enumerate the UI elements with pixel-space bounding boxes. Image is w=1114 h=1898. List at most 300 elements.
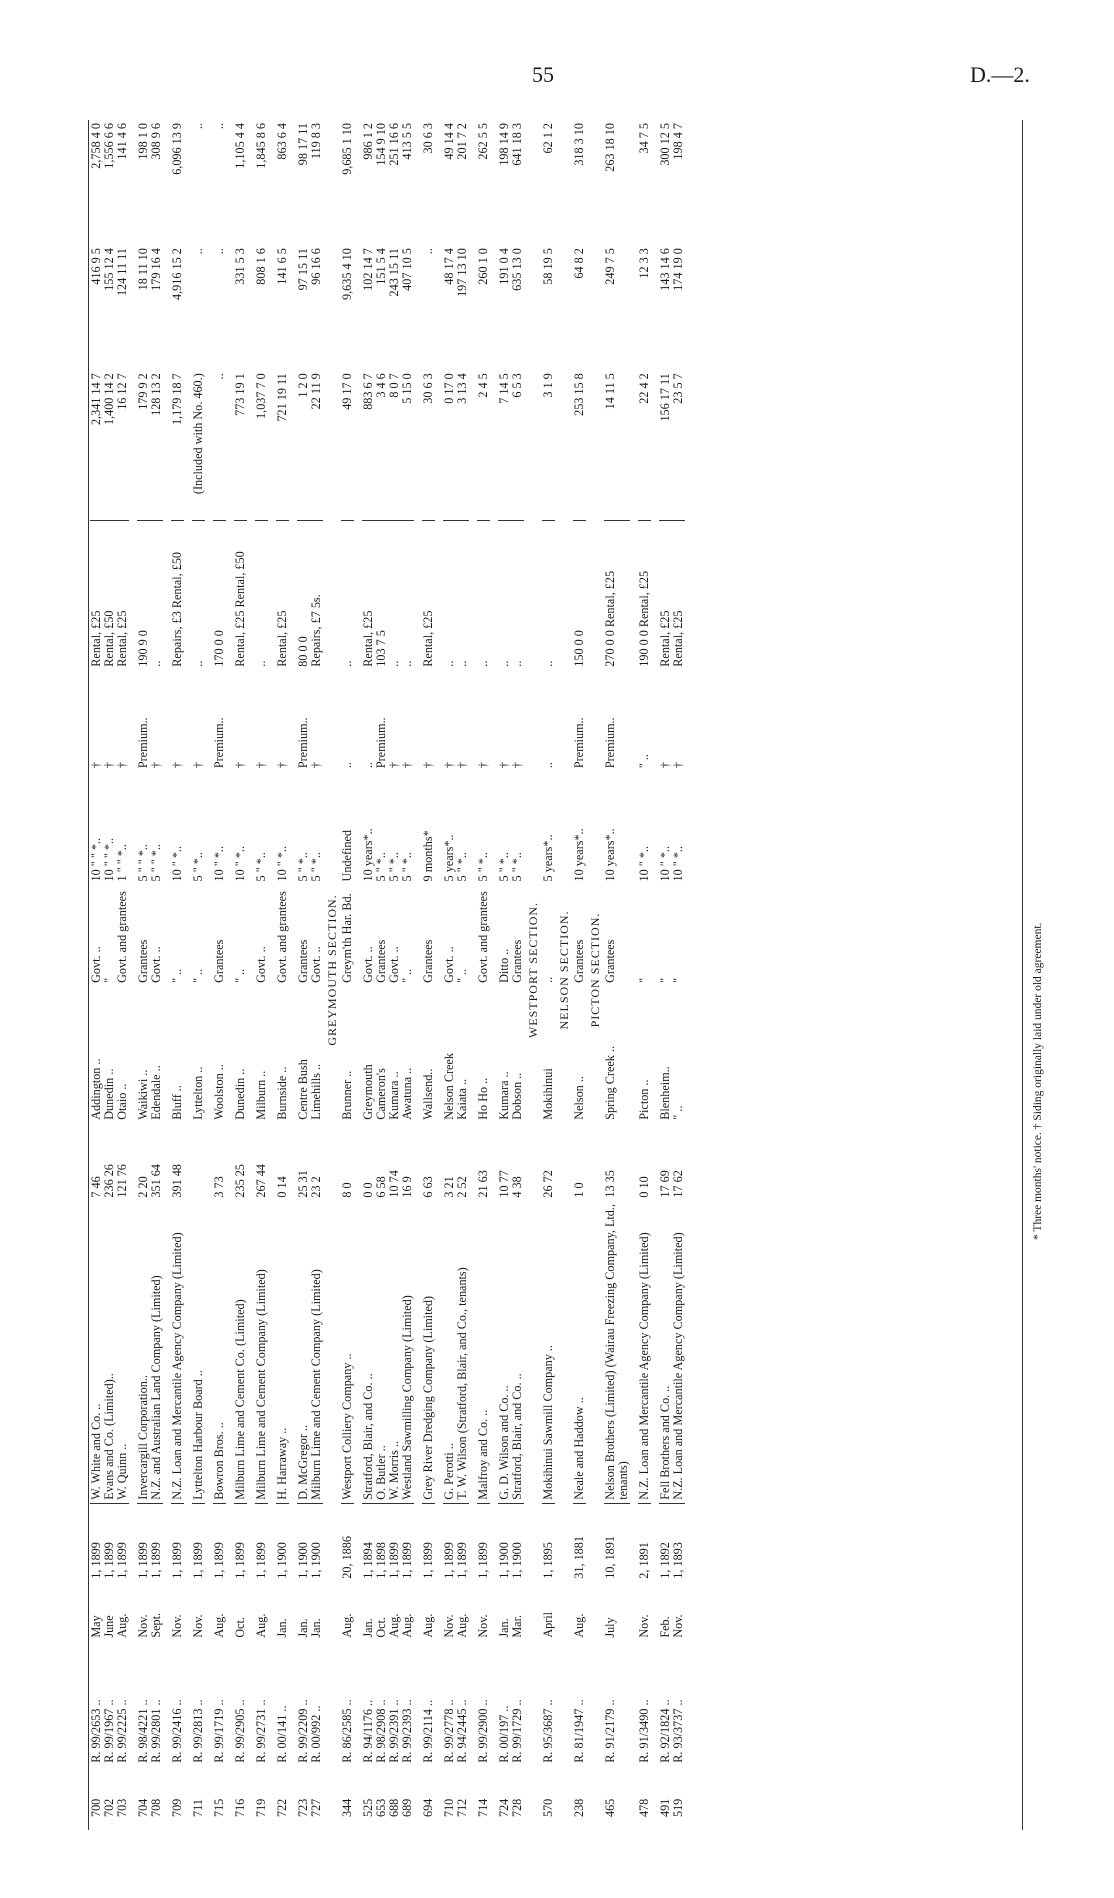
table-cell: R. 99/2653 .. (89, 1699, 103, 1763)
table-cell: R. 91/2179 .. (603, 1699, 617, 1763)
table-cell: 727 (309, 1798, 323, 1817)
table-cell: Feb. (658, 1616, 672, 1638)
table-cell: 10 " " *.. (102, 837, 116, 882)
table-cell: 723 (296, 1798, 310, 1817)
table-cell: 0 10 (637, 1176, 651, 1198)
table-cell: 3 4 6 (375, 370, 388, 520)
table-cell: Greym'th Har. Bd. (340, 893, 354, 983)
table-cell: G. D. Wilson and Co. .. (498, 1201, 511, 1504)
table-cell: 6 63 (421, 1176, 435, 1198)
table-cell: 154 9 10 (374, 123, 388, 166)
table-cell: 267 44 (254, 1164, 268, 1198)
table-cell: 5 " " *.. (149, 844, 163, 882)
table-cell: 702 (102, 1798, 116, 1817)
table-row (604, 120, 630, 1820)
table-cell: 1, 1893 (671, 1542, 685, 1579)
table-cell: 25 31 (296, 1170, 310, 1198)
table-cell: Aug. (212, 1613, 226, 1638)
table-cell: " (637, 977, 651, 983)
table-cell: 22 4 2 (638, 370, 651, 520)
table-cell: " .. (671, 1105, 685, 1120)
table-cell: 10 74 (387, 1170, 401, 1198)
table-cell: 1,179 18 7 (171, 370, 184, 520)
table-cell: N.Z. and Australian Land Company (Limited) (150, 1201, 163, 1504)
table-cell: 150 0 0 (572, 630, 586, 667)
table-cell: † (455, 762, 469, 769)
table-cell: Rental, £25 (658, 610, 672, 667)
table-cell: R. 99/1967 .. (102, 1699, 116, 1763)
table-cell: 10 " " *.. (89, 837, 103, 882)
table-row (116, 120, 129, 1820)
table-cell: .. (212, 248, 226, 255)
table-cell: 722 (275, 1798, 289, 1817)
table-cell: 8 0 7 (388, 370, 401, 520)
table-cell: 262 5 5 (476, 123, 490, 160)
table-cell: N.Z. Loan and Mercantile Agency Company (Limited) (672, 1201, 685, 1504)
table-cell: † (275, 762, 289, 769)
table-cell: Premium.. (603, 717, 617, 769)
table-cell: (Included with No. 460.) (192, 370, 205, 520)
table-cell: 174 19 0 (671, 248, 685, 291)
table-cell: † (191, 762, 205, 769)
table-cell: W. Morris .. (388, 1201, 401, 1504)
table-cell: Blenheim.. (658, 1066, 672, 1120)
table-cell: Govt. and grantees (115, 891, 129, 983)
table-cell: G. Perotti .. (443, 1201, 456, 1504)
table-cell: Nelson Brothers (Limited) (Wairau Freezing Company, Ltd., tenants) (604, 1201, 630, 1504)
table-cell: .. (387, 660, 401, 667)
table-row (511, 120, 524, 1820)
table-cell: Bluff .. (170, 1085, 184, 1120)
table-cell: Nov. (637, 1614, 651, 1638)
table-cell: R. 95/3687 .. (541, 1699, 555, 1763)
table-cell: 1, 1900 (296, 1542, 310, 1579)
table-cell: 243 15 11 (387, 248, 401, 297)
table-cell: 344 (340, 1798, 354, 1817)
table-cell: R. 92/1824 .. (658, 1699, 672, 1763)
table-cell: Dunedin .. (233, 1068, 247, 1120)
table-cell: 121 76 (115, 1164, 129, 1198)
table-cell: Waikiwi .. (136, 1069, 150, 1120)
table-cell: 863 6 4 (275, 123, 289, 160)
table-cell: " (671, 977, 685, 983)
table-cell: 6,096 13 9 (170, 123, 184, 175)
table-cell: Jan. (296, 1618, 310, 1638)
table-cell: R. 99/2393 .. (400, 1699, 414, 1763)
table-cell: Aug. (254, 1613, 268, 1638)
table-cell: † (387, 762, 401, 769)
table-cell: .. (400, 660, 414, 667)
table-cell: Centre Bush (296, 1059, 310, 1120)
table-cell: " .. (191, 968, 205, 983)
table-cell: 49 14 4 (442, 123, 456, 160)
table-cell: 351 64 (149, 1164, 163, 1198)
table-cell: 236 26 (102, 1164, 116, 1198)
table-cell: 10, 1891 (603, 1536, 617, 1579)
table-cell: † (89, 762, 103, 769)
table-cell: Grantees (603, 939, 617, 983)
table-cell: 9 months* (421, 830, 435, 882)
table-cell: 3 13 4 (456, 370, 469, 520)
table-cell: 22 11 9 (310, 370, 323, 520)
table-cell: Fell Brothers and Co. .. (659, 1201, 672, 1504)
table-cell: 260 1 0 (476, 248, 490, 285)
table-cell: Mokihinui (541, 1068, 555, 1120)
table-cell: † (170, 762, 184, 769)
table-cell: 5 " *.. (296, 852, 310, 882)
table-row (276, 120, 289, 1820)
table-cell: Grantees (296, 939, 310, 983)
table-cell: Lyttelton Harbour Board .. (192, 1201, 205, 1504)
table-cell: Nov. (136, 1614, 150, 1638)
table-cell: † (254, 762, 268, 769)
table-cell: Govt. .. (149, 946, 163, 983)
table-cell: 719 (254, 1798, 268, 1817)
table-cell: 7 46 (89, 1176, 103, 1198)
table-cell: Govt. .. (361, 946, 375, 983)
table-cell: 30 6 3 (421, 123, 435, 154)
table-cell: Premium.. (212, 717, 226, 769)
table-cell: 103 7 5 (374, 630, 388, 667)
table-cell: † (149, 762, 163, 769)
table-cell: 478 (637, 1798, 651, 1817)
table-cell: 1, 1899 (442, 1542, 456, 1579)
table-cell: Aug. (400, 1613, 414, 1638)
table-cell: R. 99/1729 .. (510, 1699, 524, 1763)
table-cell: 190 9 0 (136, 630, 150, 667)
table-cell: Kumara .. (387, 1071, 401, 1120)
table-cell: 6 5 3 (511, 370, 524, 520)
table-cell: .. (541, 762, 555, 769)
table-cell: 407 10 5 (400, 248, 414, 291)
table-cell: 2 20 (136, 1176, 150, 1198)
table-cell: Nov. (671, 1614, 685, 1638)
section-heading-text: WESTPORT SECTION. (526, 901, 540, 1039)
table-cell: 1 0 (572, 1182, 586, 1198)
table-cell: " .. (455, 968, 469, 983)
table-cell: 8 0 (340, 1182, 354, 1198)
table-cell: Wallsend.. (421, 1068, 435, 1120)
table-cell: .. (191, 248, 205, 255)
table-cell: R. 99/2731 .. (254, 1699, 268, 1763)
table-cell: 0 0 (361, 1182, 375, 1198)
table-cell: 704 (136, 1798, 150, 1817)
table-cell: Kaiata .. (455, 1078, 469, 1120)
table-row (422, 120, 435, 1820)
table-cell: Undefined (340, 829, 354, 882)
table-cell: 58 19 5 (541, 248, 555, 285)
table-cell: 49 17 0 (341, 370, 354, 520)
table-cell: 4,916 15 2 (170, 248, 184, 300)
table-cell: 391 48 (170, 1164, 184, 1198)
table-cell: Oct. (374, 1617, 388, 1638)
table-cell: 5 " *.. (400, 852, 414, 882)
table-cell: 721 19 11 (276, 370, 289, 520)
table-cell: 331 5 3 (233, 248, 247, 285)
table-cell: Ho Ho .. (476, 1077, 490, 1120)
table-cell: 1,037 7 0 (255, 370, 268, 520)
table-cell: Rental, £25 (421, 610, 435, 667)
table-cell: Aug. (455, 1613, 469, 1638)
table-cell: 570 (541, 1798, 555, 1817)
table-cell: .. (541, 976, 555, 983)
table-cell: 190 0 0 Rental, £25 (637, 570, 651, 667)
table-cell: Evans and Co. (Limited).. (103, 1201, 116, 1504)
table-cell: 238 (572, 1798, 586, 1817)
table-cell: 3 73 (212, 1176, 226, 1198)
table-cell: 1, 1898 (374, 1542, 388, 1579)
table-cell: 2, 1891 (637, 1542, 651, 1579)
table-cell: 18 11 10 (136, 248, 150, 291)
table-cell: Neale and Haddow .. (573, 1201, 586, 1504)
table-cell: 5 " *.. (387, 852, 401, 882)
table-cell: Premium.. (296, 717, 310, 769)
table-cell: Westport Colliery Company .. (341, 1201, 354, 1504)
table-cell: R. 00/197 .. (497, 1705, 511, 1763)
table-cell: Awatuna .. (400, 1067, 414, 1120)
table-cell: 700 (89, 1798, 103, 1817)
table-cell: Lyttelton .. (191, 1066, 205, 1120)
table-row (477, 120, 490, 1820)
table-cell: Stratford, Blair, and Co. .. (511, 1201, 524, 1504)
table-cell: Grantees (572, 939, 586, 983)
table-cell: Nov. (170, 1614, 184, 1638)
table-cell: 16 12 7 (116, 370, 129, 520)
table-cell: Jan. (497, 1618, 511, 1638)
table-cell: 124 11 11 (115, 248, 129, 297)
table-cell: 1,845 8 6 (254, 123, 268, 169)
table-cell: Premium.. (572, 717, 586, 769)
section-heading-text: NELSON SECTION. (557, 910, 571, 1030)
table-row (213, 120, 226, 1820)
table-cell: Rental, £25 (361, 610, 375, 667)
table-cell: .. (191, 123, 205, 130)
table-cell: R. 94/1176 .. (361, 1699, 375, 1763)
table-cell: Grey River Dredging Company (Limited) (422, 1201, 435, 1504)
table-cell: 198 14 9 (497, 123, 511, 166)
table-cell: 10 77 (497, 1170, 511, 1198)
table-cell: 48 17 4 (442, 248, 456, 285)
table-cell: " .. (637, 754, 651, 769)
table-cell: 2,341 14 7 (90, 370, 103, 520)
table-cell: Govt. and grantees (476, 891, 490, 983)
table-cell: 170 0 0 (212, 630, 226, 667)
table-cell: 773 19 1 (234, 370, 247, 520)
table-cell: 5 years*.. (442, 834, 456, 882)
table-cell: Dunedin .. (102, 1068, 116, 1120)
table-row (573, 120, 586, 1820)
table-cell: 26 72 (541, 1170, 555, 1198)
table-cell: 1, 1895 (541, 1542, 555, 1579)
table-cell: .. (149, 660, 163, 667)
table-cell: 641 18 3 (510, 123, 524, 166)
table-cell: 270 0 0 Rental, £25 (603, 570, 617, 667)
table-cell: 1, 1900 (275, 1542, 289, 1579)
table-cell: 191 0 4 (497, 248, 511, 285)
table-cell: † (442, 762, 456, 769)
table-cell: 1, 1900 (309, 1542, 323, 1579)
table-cell: 5 " " *.. (136, 844, 150, 882)
table-cell: 416 9 5 (89, 248, 103, 285)
table-cell: 21 63 (476, 1170, 490, 1198)
table-cell: R. 94/2445 .. (455, 1699, 469, 1763)
table-cell: 155 12 4 (102, 248, 116, 291)
table-cell: 1 2 0 (297, 370, 310, 520)
table-cell: 491 (658, 1798, 672, 1817)
table-cell: April (541, 1611, 555, 1638)
table-cell: 465 (603, 1798, 617, 1817)
table-cell: Nov. (191, 1614, 205, 1638)
section-heading-text: PICTON SECTION. (588, 912, 602, 1028)
table-cell: .. (212, 123, 226, 130)
table-cell: 694 (421, 1798, 435, 1817)
table-cell: Otaio .. (115, 1083, 129, 1120)
table-cell: 143 14 6 (658, 248, 672, 291)
table-cell: 5 " *.. (254, 852, 268, 882)
table-cell: 318 3 10 (572, 123, 586, 166)
table-cell: 710 (442, 1798, 456, 1817)
section-heading (586, 120, 604, 1820)
table-cell: 1, 1899 (89, 1542, 103, 1579)
table-cell: W. Quinn .. (116, 1201, 129, 1504)
table-cell: Jan. (309, 1618, 323, 1638)
table-cell: 728 (510, 1798, 524, 1817)
table-cell: May (89, 1615, 103, 1638)
table-cell: Oct. (233, 1617, 247, 1638)
table-cell: 10 " *.. (658, 845, 672, 882)
table-cell: R. 99/2905 .. (233, 1699, 247, 1763)
table-cell: .. (340, 660, 354, 667)
table-cell: R. 99/2416 .. (170, 1699, 184, 1763)
table-cell: R. 98/2908 .. (374, 1699, 388, 1763)
table-cell: 10 years*.. (361, 828, 375, 882)
table-cell: Aug. (387, 1613, 401, 1638)
table-cell: N.Z. Loan and Mercantile Agency Company (Limited) (171, 1201, 184, 1504)
table-cell: 128 13 2 (150, 370, 163, 520)
table-row (171, 120, 184, 1820)
table-cell: 23 5 7 (672, 370, 685, 520)
document-reference: D.—2. (970, 62, 1030, 87)
table-cell: 2,758 4 0 (89, 123, 103, 169)
table-cell: Bowron Bros. .. (213, 1201, 226, 1504)
table-cell: 689 (400, 1798, 414, 1817)
table-cell: .. (442, 660, 456, 667)
table-cell: .. (476, 660, 490, 667)
table-body (90, 120, 685, 1820)
table-row (341, 120, 354, 1820)
table-cell: H. Harraway .. (276, 1201, 289, 1504)
table-cell: 31, 1881 (572, 1536, 586, 1579)
table-cell: Spring Creek .. (603, 1045, 617, 1120)
table-cell: 703 (115, 1798, 129, 1817)
table-cell: 1, 1899 (170, 1542, 184, 1579)
table-row (542, 120, 555, 1820)
table-cell: 1, 1900 (497, 1542, 511, 1579)
table-cell: † (233, 762, 247, 769)
section-heading (524, 120, 542, 1820)
table-cell: 1, 1899 (400, 1542, 414, 1579)
table-row (401, 120, 414, 1820)
table-cell: Edendale .. (149, 1065, 163, 1120)
table-cell: Govt. and grantees (275, 891, 289, 983)
table-cell: .. (455, 660, 469, 667)
table-cell: .. (421, 248, 435, 255)
table-cell: .. (213, 370, 226, 520)
table-cell: Rental, £25 (275, 610, 289, 667)
table-cell: 5 " *.. (374, 852, 388, 882)
table-cell: 10 " *.. (671, 845, 685, 882)
table-cell: " .. (400, 968, 414, 983)
table-cell: Malfroy and Co. .. (477, 1201, 490, 1504)
table-cell: Rental, £25 (115, 610, 129, 667)
table-cell: 709 (170, 1798, 184, 1817)
table-cell: 156 17 11 (659, 370, 672, 520)
table-cell: Limehills .. (309, 1063, 323, 1120)
table-cell: Nov. (476, 1614, 490, 1638)
table-cell: 300 12 5 (658, 123, 672, 166)
table-cell: 10 years*.. (572, 828, 586, 882)
table-cell: 201 7 2 (455, 123, 469, 160)
table-cell: 688 (387, 1798, 401, 1817)
table-cell: Mar. (510, 1614, 524, 1638)
table-cell: " .. (170, 968, 184, 983)
table-cell: 1,400 14 2 (103, 370, 116, 520)
table-cell: Stratford, Blair, and Co. .. (362, 1201, 375, 1504)
table-cell (192, 1123, 205, 1201)
table-cell: 9,685 1 10 (340, 123, 354, 175)
table-cell: 1 " " *.. (115, 844, 129, 882)
table-cell: 1, 1899 (254, 1542, 268, 1579)
table-cell: Milburn Lime and Cement Company (Limited) (255, 1201, 268, 1504)
table-cell: 653 (374, 1798, 388, 1817)
table-cell: 1, 1899 (115, 1542, 129, 1579)
table-cell: Premium.. (136, 717, 150, 769)
table-cell: 179 9 2 (137, 370, 150, 520)
table-cell: 16 9 (400, 1176, 414, 1198)
table-cell: † (658, 762, 672, 769)
table-cell: † (510, 762, 524, 769)
table-cell: 1, 1900 (510, 1542, 524, 1579)
table-cell: " .. (233, 968, 247, 983)
table-cell: 10 " *.. (275, 845, 289, 882)
table-cell: T. W. Wilson (Stratford, Blair, and Co., tenants) (456, 1201, 469, 1504)
table-cell: 5 " *.. (510, 852, 524, 882)
table-cell: R. 86/2585 .. (340, 1699, 354, 1763)
table-cell: 30 6 3 (422, 370, 435, 520)
table-cell: 1,556 6 6 (102, 123, 116, 169)
table-cell: 308 9 6 (149, 123, 163, 160)
table-cell: 151 5 4 (374, 248, 388, 285)
table-cell: Rental, £50 (102, 610, 116, 667)
table-cell: .. (510, 660, 524, 667)
table-cell: Woolston .. (212, 1064, 226, 1120)
table-row (638, 120, 651, 1820)
table-cell: Grantees (421, 939, 435, 983)
table-cell: .. (541, 660, 555, 667)
table-cell: 10 " *.. (170, 845, 184, 882)
table-cell: Grantees (212, 939, 226, 983)
table-cell: 34 7 5 (637, 123, 651, 154)
table-cell: Invercargill Corporation.. (137, 1201, 150, 1504)
table-cell: R. 99/2391 .. (387, 1699, 401, 1763)
table-cell: N.Z. Loan and Mercantile Agency Company (Limited) (638, 1201, 651, 1504)
table-cell: 197 13 10 (455, 248, 469, 297)
table-cell: R. 81/1947 .. (572, 1699, 586, 1763)
table-cell: R. 00/141 .. (275, 1705, 289, 1763)
table-cell: Premium.. (374, 717, 388, 769)
table-cell: 0 17 0 (443, 370, 456, 520)
table-cell: 13 35 (603, 1170, 617, 1198)
